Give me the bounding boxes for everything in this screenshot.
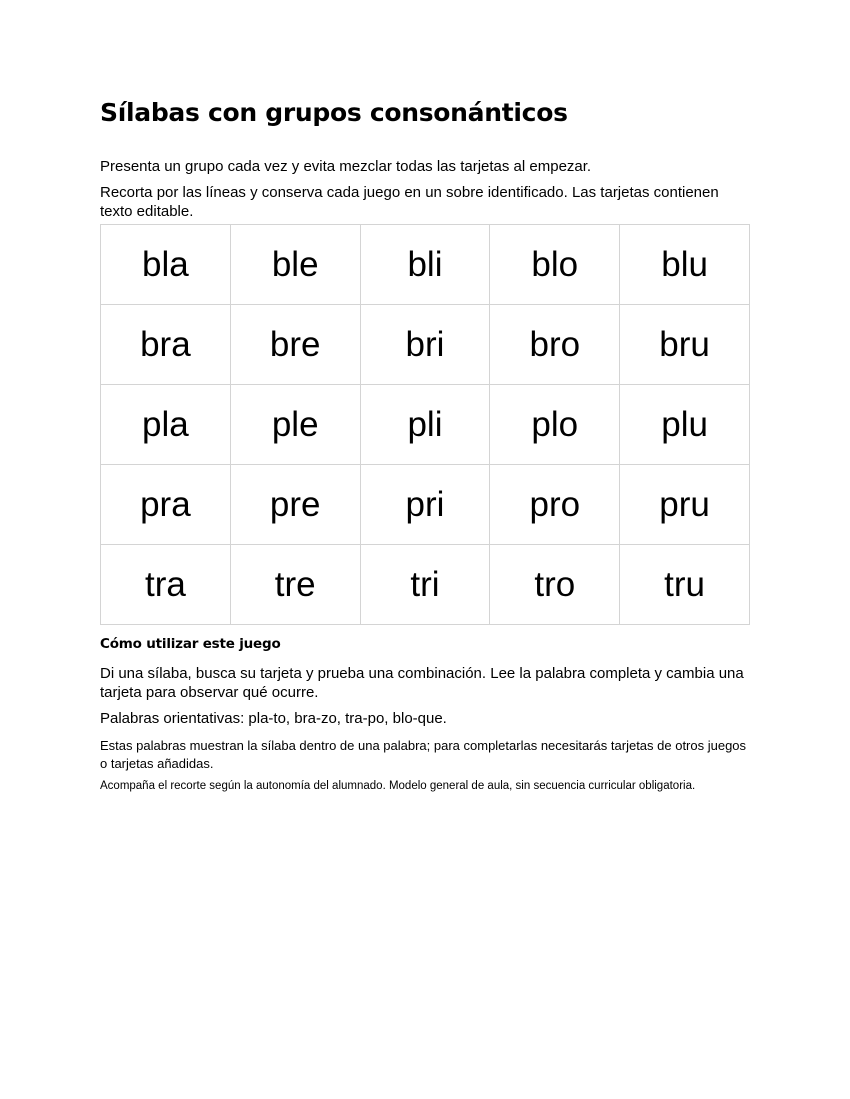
syllable-card: plu — [620, 385, 750, 465]
intro-paragraph-1: Presenta un grupo cada vez y evita mezclar todas las tarjetas al empezar. — [100, 158, 592, 175]
syllable-card: bli — [360, 225, 490, 305]
howto-heading: Cómo utilizar este juego — [100, 636, 281, 652]
syllable-card: bre — [230, 305, 360, 385]
card-row — [101, 545, 750, 625]
syllable-card: bri — [360, 305, 490, 385]
document-page — [100, 90, 750, 794]
syllable-card: pri — [360, 465, 490, 545]
card-row — [101, 305, 750, 385]
page-title: Sílabas con grupos consonánticos — [100, 98, 568, 127]
syllable-card: pre — [230, 465, 360, 545]
syllable-card: bla — [101, 225, 231, 305]
howto-note: Estas palabras muestran la sílaba dentro de una palabra; para completarlas necesitarás tarjetas de otros juegos o tarjetas añadidas. — [100, 738, 747, 771]
syllable-card: blo — [490, 225, 620, 305]
syllable-card: bra — [101, 305, 231, 385]
howto-instructions: Di una sílaba, busca su tarjeta y prueba una combinación. Lee la palabra completa y cambia una tarjeta para observar qué ocurre. — [100, 665, 744, 701]
syllable-card: tru — [620, 545, 750, 625]
syllable-card: pla — [101, 385, 231, 465]
syllable-card: pro — [490, 465, 620, 545]
syllable-card-grid — [100, 224, 750, 625]
syllable-card: ple — [230, 385, 360, 465]
syllable-card: plo — [490, 385, 620, 465]
syllable-card: tro — [490, 545, 620, 625]
syllable-card: tre — [230, 545, 360, 625]
syllable-card: pra — [101, 465, 231, 545]
example-words: Palabras orientativas: pla-to, bra-zo, tra-po, blo-que. — [100, 710, 447, 727]
syllable-card: pli — [360, 385, 490, 465]
intro-paragraph-2: Recorta por las líneas y conserva cada juego en un sobre identificado. Las tarjetas contienen texto editable. — [100, 184, 719, 220]
syllable-card: tri — [360, 545, 490, 625]
syllable-card: ble — [230, 225, 360, 305]
card-row — [101, 465, 750, 545]
syllable-card: blu — [620, 225, 750, 305]
card-row — [101, 385, 750, 465]
syllable-card: bru — [620, 305, 750, 385]
syllable-card: pru — [620, 465, 750, 545]
footer-note: Acompaña el recorte según la autonomía del alumnado. Modelo general de aula, sin secuencia curricular obligatoria. — [100, 780, 696, 792]
syllable-card: tra — [101, 545, 231, 625]
syllable-card: bro — [490, 305, 620, 385]
card-row — [101, 225, 750, 305]
